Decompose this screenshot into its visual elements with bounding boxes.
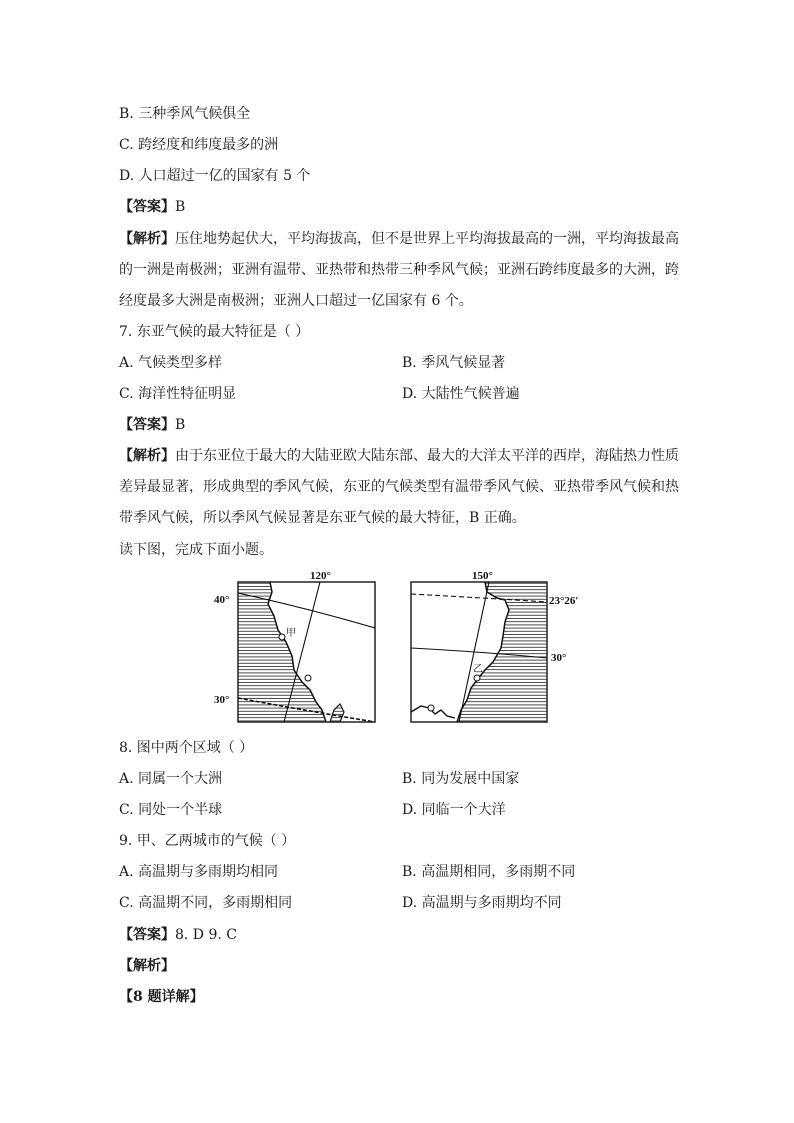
q8-9-answer xyxy=(119,925,237,945)
latitude-label-30: 30° xyxy=(214,694,230,706)
answer-value: B xyxy=(175,417,186,433)
q8-option-a: A. 同属一个大洲 xyxy=(119,771,223,787)
q6-answer xyxy=(119,197,185,217)
analysis-text: 由于东亚位于最大的大陆亚欧大陆东部、最大的大洋太平洋的西岸，海陆热力性质 xyxy=(175,448,679,464)
q9-stem: 9. 甲、乙两城市的气候（ ） xyxy=(119,833,296,849)
map-left xyxy=(212,570,382,730)
q7-option-d: D. 大陆性气候普遍 xyxy=(402,386,520,402)
q7-option-c: C. 海洋性特征明显 xyxy=(119,386,237,402)
q9-option-a: A. 高温期与多雨期均相同 xyxy=(119,864,279,880)
q8-stem: 8. 图中两个区域（ ） xyxy=(119,740,254,756)
latitude-label-30: 30° xyxy=(551,652,567,664)
answer-tag: 【答案】 xyxy=(119,417,175,433)
q6-analysis-line1 xyxy=(119,229,679,249)
analysis-tag: 【解析】 xyxy=(119,231,175,247)
longitude-label-150: 150° xyxy=(472,570,493,582)
q6-analysis-line3: 经度最多大洲是南极洲；亚洲人口超过一亿国家有 6 个。 xyxy=(119,293,473,309)
q9-option-b: B. 高温期相同，多雨期不同 xyxy=(402,864,576,880)
q8-option-b: B. 同为发展中国家 xyxy=(402,771,520,787)
q7-answer xyxy=(119,415,185,435)
answer-value: 8. D 9. C xyxy=(175,927,238,943)
q7-analysis-line3: 带季风气候，所以季风气候显著是东亚气候的最大特征，B 正确。 xyxy=(119,510,526,526)
map-right xyxy=(405,570,580,730)
city-marker xyxy=(428,705,434,711)
q9-option-c: C. 高温期不同，多雨期相同 xyxy=(119,895,293,911)
answer-tag: 【答案】 xyxy=(119,199,175,215)
q8-option-c: C. 同处一个半球 xyxy=(119,802,223,818)
q7-option-a: A. 气候类型多样 xyxy=(119,355,223,371)
q7-stem: 7. 东亚气候的最大特征是（ ） xyxy=(119,324,310,340)
city-jia-marker xyxy=(279,634,285,640)
city-jia-label: 甲 xyxy=(286,628,296,639)
q7-analysis-line2: 差异最显著，形成典型的季风气候，东亚的气候类型有温带季风气候、亚热带季风气候和热 xyxy=(119,479,679,495)
city-marker xyxy=(305,675,311,681)
q7-analysis-line1 xyxy=(119,446,679,466)
city-yi-label: 乙 xyxy=(473,664,483,675)
q6-analysis-line2: 的一洲是南极洲；亚洲有温带、亚热带和热带三种季风气候；亚洲石跨纬度最多的大洲，跨 xyxy=(119,262,679,278)
analysis-text: 压住地势起伏大，平均海拔高，但不是世界上平均海拔最高的一洲，平均海拔最高 xyxy=(175,231,679,247)
answer-tag: 【答案】 xyxy=(119,927,175,943)
latitude-label-40: 40° xyxy=(214,594,230,606)
longitude-label-120: 120° xyxy=(310,570,331,582)
answer-value: B xyxy=(175,199,186,215)
q9-option-d: D. 高温期与多雨期均不同 xyxy=(402,895,562,911)
q6-option-b: B. 三种季风气候俱全 xyxy=(119,106,251,122)
q6-option-c: C. 跨经度和纬度最多的洲 xyxy=(119,137,279,153)
analysis-tag: 【解析】 xyxy=(119,448,175,464)
q7-option-b: B. 季风气候显著 xyxy=(402,355,506,371)
q8-option-d: D. 同临一个大洋 xyxy=(402,802,506,818)
analysis-heading: 【解析】 xyxy=(119,958,175,974)
latitude-label-tropic: 23°26′ xyxy=(549,595,579,607)
detail-8-heading: 【8 题详解】 xyxy=(119,989,204,1005)
city-yi-marker xyxy=(474,675,480,681)
figure-intro: 读下图，完成下面小题。 xyxy=(119,542,273,558)
q6-option-d: D. 人口超过一亿的国家有 5 个 xyxy=(119,168,311,184)
